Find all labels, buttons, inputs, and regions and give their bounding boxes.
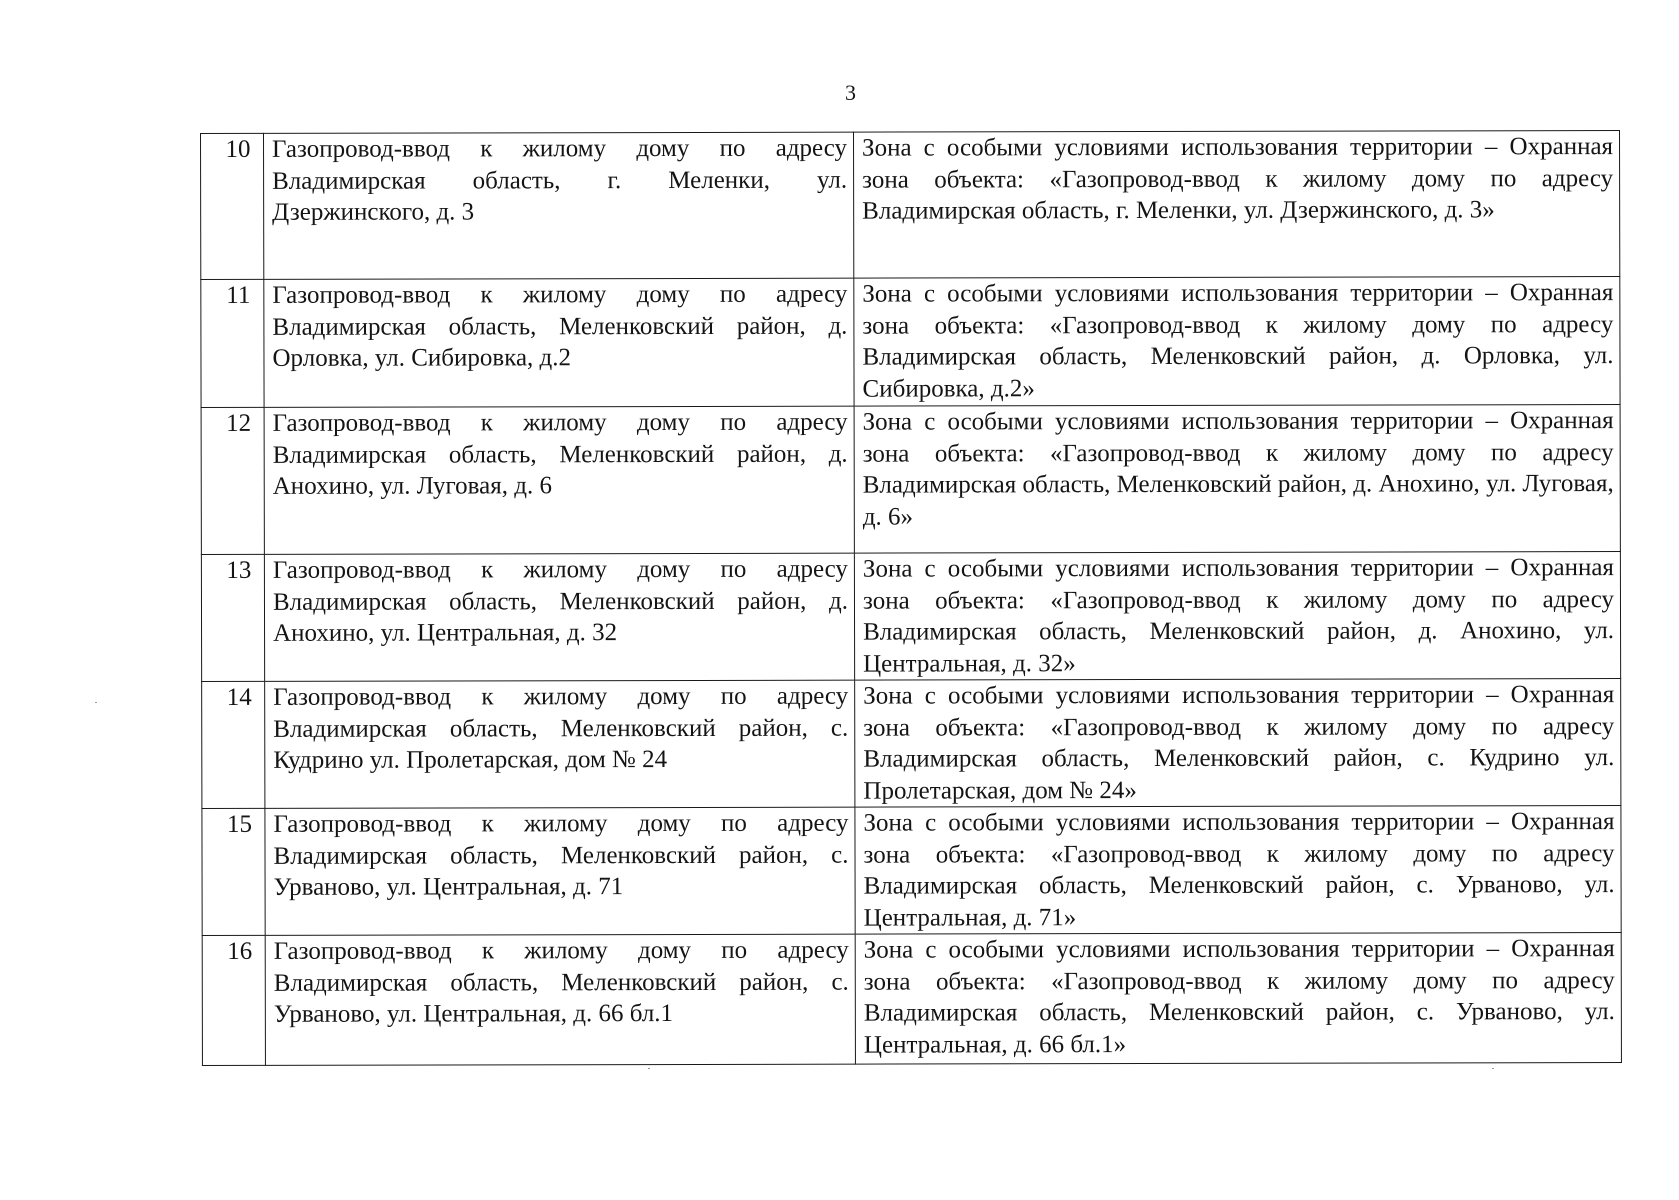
object-cell: Газопровод-ввод к жилому дому по адресу Владимирская область, Меленковский район, д. Анохино, ул. Центральная, д. 32 bbox=[264, 553, 854, 681]
row-number: 13 bbox=[226, 556, 252, 584]
zone-cell: Зона с особыми условиями использования территории – Охранная зона объекта: «Газопровод-ввод к жилому дому по адресу Владимирская область, Меленковский район, д. Анохино, ул. Центральная, д. 32» bbox=[854, 552, 1620, 681]
row-number: 11 bbox=[226, 281, 251, 309]
object-cell: Газопровод-ввод к жилому дому по адресу Владимирская область, Меленковский район, с. Урваново, ул. Центральная, д. 71 bbox=[265, 807, 855, 935]
row-number-cell bbox=[201, 407, 264, 554]
object-cell: Газопровод-ввод к жилому дому по адресу Владимирская область, Меленковский район, д. Анохино, ул. Луговая, д. 6 bbox=[264, 406, 854, 554]
table-row bbox=[201, 552, 1620, 682]
object-cell: Газопровод-ввод к жилому дому по адресу Владимирская область, Меленковский район, д. Орловка, ул. Сибировка, д.2 bbox=[264, 278, 854, 407]
row-number-cell bbox=[201, 279, 264, 407]
table-row bbox=[202, 679, 1621, 809]
protection-zones-table-container bbox=[200, 130, 1622, 1062]
row-number-cell bbox=[202, 681, 265, 808]
row-number: 12 bbox=[226, 409, 252, 437]
table-row bbox=[201, 405, 1620, 555]
row-number-cell bbox=[202, 935, 265, 1065]
zone-cell: Зона с особыми условиями использования территории – Охранная зона объекта: «Газопровод-ввод к жилому дому по адресу Владимирская область, Меленковский район, с. Урваново, ул. Центральная, д. 71» bbox=[855, 806, 1621, 935]
scan-speck bbox=[648, 1068, 650, 1069]
zone-cell: Зона с особыми условиями использования территории – Охранная зона объекта: «Газопровод-ввод к жилому дому по адресу Владимирская область, Меленковский район, д. Орловка, ул. Сибировка, д.2» bbox=[854, 277, 1620, 407]
zone-cell: Зона с особыми условиями использования территории – Охранная зона объекта: «Газопровод-ввод к жилому дому по адресу Владимирская область, г. Меленки, ул. Дзержинского, д. 3» bbox=[853, 131, 1619, 279]
table-row bbox=[202, 806, 1621, 936]
row-number-cell bbox=[202, 808, 265, 935]
zone-cell: Зона с особыми условиями использования территории – Охранная зона объекта: «Газопровод-ввод к жилому дому по адресу Владимирская область, Меленковский район, д. Анохино, ул. Луговая, д. 6» bbox=[854, 405, 1620, 554]
page-number: 3 bbox=[845, 80, 856, 105]
object-cell: Газопровод-ввод к жилому дому по адресу Владимирская область, Меленковский район, с. Кудрино ул. Пролетарская, дом № 24 bbox=[265, 680, 855, 808]
scan-speck bbox=[95, 702, 97, 703]
protection-zones-table bbox=[200, 130, 1622, 1066]
object-cell: Газопровод-ввод к жилому дому по адресу Владимирская область, Меленковский район, с. Урваново, ул. Центральная, д. 66 бл.1 bbox=[265, 934, 855, 1065]
row-number-cell bbox=[201, 554, 264, 681]
table-row bbox=[201, 131, 1620, 280]
row-number: 16 bbox=[227, 937, 253, 965]
row-number: 10 bbox=[225, 135, 251, 163]
zone-cell: Зона с особыми условиями использования территории – Охранная зона объекта: «Газопровод-ввод к жилому дому по адресу Владимирская область, Меленковский район, с. Урваново, ул. Центральная, д. 66 бл.1» bbox=[855, 933, 1621, 1065]
table-row bbox=[201, 277, 1620, 408]
zone-cell: Зона с особыми условиями использования территории – Охранная зона объекта: «Газопровод-ввод к жилому дому по адресу Владимирская область, Меленковский район, с. Кудрино ул. Пролетарская, дом № 24» bbox=[855, 679, 1621, 808]
row-number: 15 bbox=[226, 810, 252, 838]
table-row bbox=[202, 933, 1621, 1066]
object-cell: Газопровод-ввод к жилому дому по адресу Владимирская область, г. Меленки, ул. Дзержинского, д. 3 bbox=[264, 132, 854, 279]
scan-speck bbox=[1492, 1068, 1494, 1069]
row-number: 14 bbox=[226, 683, 252, 711]
row-number-cell bbox=[201, 133, 264, 279]
